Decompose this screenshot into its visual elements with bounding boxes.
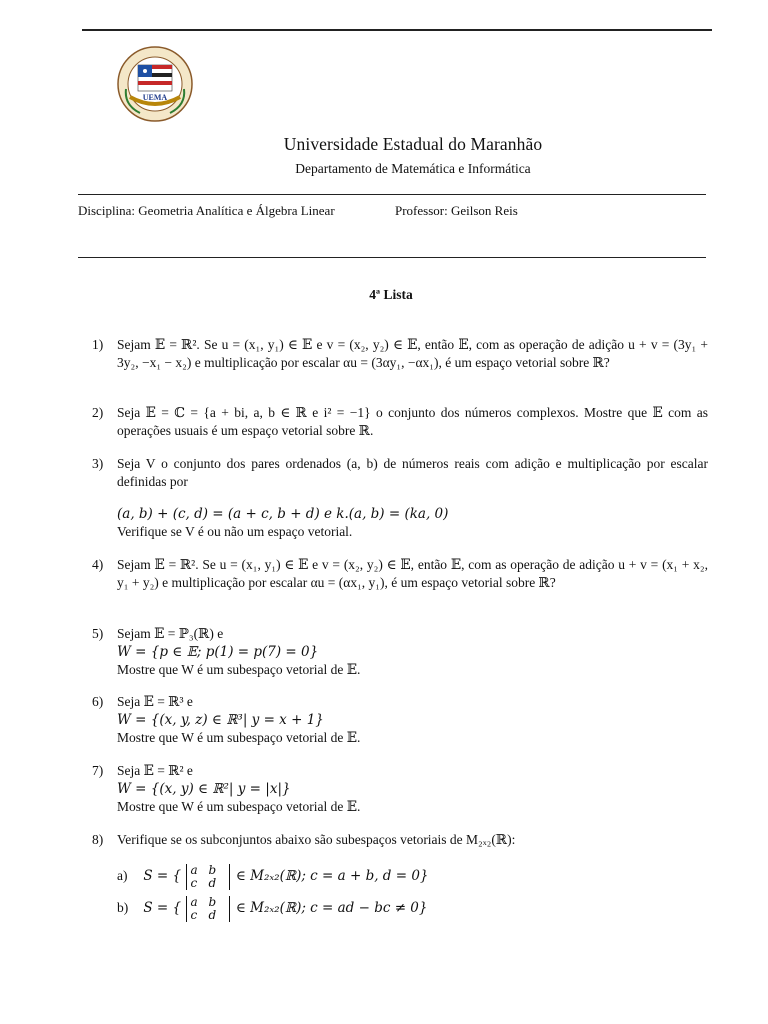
question-formula: W = {(x, y) ∈ ℝ²| y = |x|} bbox=[117, 781, 291, 797]
question-number: 3) bbox=[92, 456, 104, 471]
matrix-entry: b bbox=[208, 863, 217, 877]
question-text: Verifique se os subconjuntos abaixo são subespaços vetoriais de M₂ₓ₂(ℝ): bbox=[117, 832, 516, 847]
department-name: Departamento de Matemática e Informática bbox=[295, 161, 531, 176]
subitem-b bbox=[117, 896, 428, 922]
institution-name: Universidade Estadual do Maranhão bbox=[283, 134, 543, 154]
discipline-label: Disciplina: Geometria Analítica e Álgebra Linear bbox=[78, 203, 335, 218]
question-followup: Mostre que W é um subespaço vetorial de 𝔼. bbox=[117, 799, 361, 814]
question-8 bbox=[92, 831, 708, 849]
subitem-a bbox=[117, 864, 429, 890]
set-prefix: S = { bbox=[143, 900, 182, 917]
question-formula: W = {(x, y, z) ∈ ℝ³| y = x + 1} bbox=[117, 712, 324, 728]
set-condition: ∈ M₂ₓ₂(ℝ); c = a + b, d = 0} bbox=[235, 868, 429, 885]
question-text: Seja 𝔼 = ℝ² e bbox=[117, 763, 193, 778]
question-1 bbox=[92, 336, 708, 372]
subitem-label: a) bbox=[117, 868, 128, 884]
question-text: Seja 𝔼 = ℂ = {a + bi, a, b ∈ ℝ e i² = −1} o conjunto dos números complexos. Mostre que 𝔼 com as operações usuais é um espaço vetorial sobre ℝ. bbox=[117, 405, 708, 438]
matrix-entry: b bbox=[208, 895, 217, 909]
question-followup: Mostre que W é um subespaço vetorial de 𝔼. bbox=[117, 730, 361, 745]
question-4 bbox=[92, 556, 708, 592]
question-number: 5) bbox=[92, 626, 104, 641]
top-rule bbox=[82, 29, 712, 31]
matrix-entry: a bbox=[190, 895, 198, 909]
subitem-label: b) bbox=[117, 900, 129, 916]
question-text: Seja V o conjunto dos pares ordenados (a, b) de números reais com adição e multiplicação por escalar definidas por bbox=[117, 456, 708, 489]
question-text: Sejam 𝔼 = ℙ₃(ℝ) e bbox=[117, 626, 224, 641]
question-number: 6) bbox=[92, 694, 104, 709]
question-number: 4) bbox=[92, 557, 104, 572]
question-text: Sejam 𝔼 = ℝ². Se u = (x₁, y₁) ∈ 𝔼 e v = (x₂, y₂) ∈ 𝔼, então 𝔼, com as operação de adição u + v = (x₁ + x₂, y₁ + y₂) e multiplicação por escalar αu = (αx₁, y₁), é um espaço vetorial sobre ℝ? bbox=[117, 557, 708, 590]
matrix-entry: c bbox=[190, 876, 198, 890]
question-formula: (a, b) + (c, d) = (a + c, b + d) e k.(a, b) = (ka, 0) bbox=[117, 506, 449, 522]
question-text: Sejam 𝔼 = ℝ². Se u = (x₁, y₁) ∈ 𝔼 e v = (x₂, y₂) ∈ 𝔼, então 𝔼, com as operação de adição u + v = (3y₁ + 3y₂, −x₁ − x₂) e multiplicação por escalar αu = (3αy₁, −αx₁), é um espaço vetorial sobre ℝ? bbox=[117, 337, 708, 370]
matrix bbox=[186, 896, 230, 922]
matrix-entry: d bbox=[208, 908, 217, 922]
question-number: 8) bbox=[92, 832, 104, 847]
logo-text: UEMA bbox=[142, 93, 168, 102]
question-followup: Mostre que W é um subespaço vetorial de 𝔼. bbox=[117, 662, 361, 677]
question-formula: W = {p ∈ 𝔼; p(1) = p(7) = 0} bbox=[117, 644, 319, 660]
question-7 bbox=[92, 762, 708, 816]
professor-label: Professor: Geilson Reis bbox=[395, 203, 518, 218]
question-number: 1) bbox=[92, 337, 104, 352]
course-bottom-rule bbox=[78, 257, 706, 258]
matrix-entry: a bbox=[190, 863, 198, 877]
set-prefix: S = { bbox=[143, 868, 182, 885]
question-2 bbox=[92, 404, 708, 440]
course-top-rule bbox=[78, 194, 706, 195]
list-title: 4ª Lista bbox=[369, 287, 413, 302]
matrix-entry: c bbox=[190, 908, 198, 922]
question-6 bbox=[92, 693, 708, 747]
set-condition: ∈ M₂ₓ₂(ℝ); c = ad − bc ≠ 0} bbox=[235, 900, 428, 917]
question-followup: Verifique se V é ou não um espaço vetorial. bbox=[117, 524, 353, 539]
question-number: 7) bbox=[92, 763, 104, 778]
matrix-entry: d bbox=[208, 876, 217, 890]
question-number: 2) bbox=[92, 405, 104, 420]
university-seal-logo bbox=[116, 45, 194, 123]
question-3 bbox=[92, 455, 708, 541]
question-text: Seja 𝔼 = ℝ³ e bbox=[117, 694, 193, 709]
question-5 bbox=[92, 625, 708, 679]
matrix bbox=[186, 864, 230, 890]
